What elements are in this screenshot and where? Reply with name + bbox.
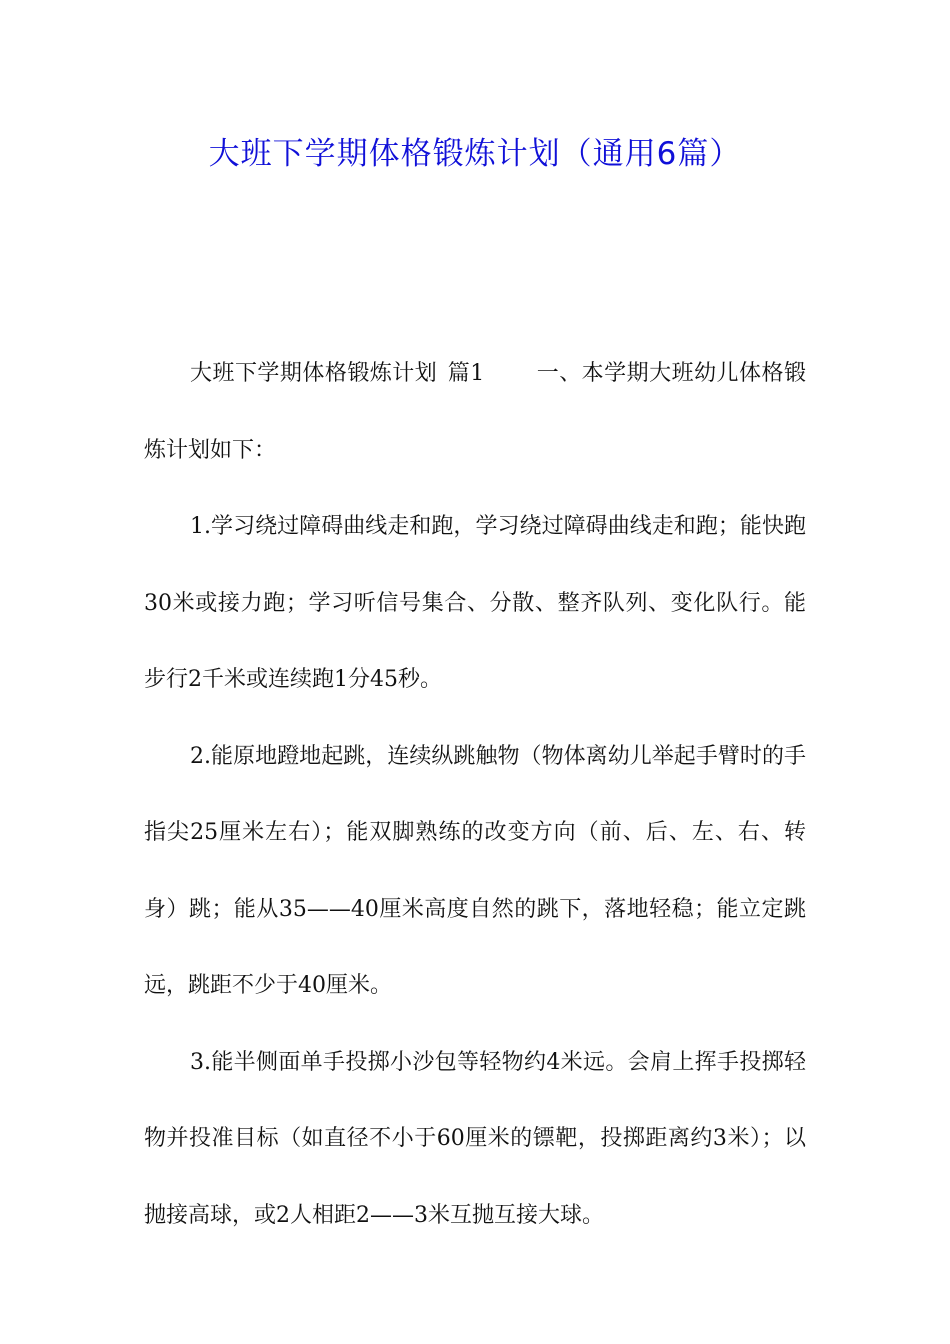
intro-heading: 大班下学期体格锻炼计划	[190, 361, 438, 386]
document-title: 大班下学期体格锻炼计划（通用6篇）	[208, 136, 742, 172]
intro-part-label: 篇1	[447, 361, 485, 386]
paragraph-2: 2.能原地蹬地起跳，连续纵跳触物（物体离幼儿举起手臂时的手指尖25厘米左右）；能双脚熟练的改变方向（前、后、左、右、转身）跳；能从35——40厘米高度自然的跳下，落地轻稳；能立定跳远，跳距不少于40厘米。	[144, 743, 806, 998]
paragraph-1: 1.学习绕过障碍曲线走和跑，学习绕过障碍曲线走和跑；能快跑30米或接力跑；学习听信号集合、分散、整齐队列、变化队行。能步行2千米或连续跑1分45秒。	[144, 514, 806, 692]
intro-paragraph	[144, 336, 806, 489]
paragraph-3: 3.能半侧面单手投掷小沙包等轻物约4米远。会肩上挥手投掷轻物并投准目标（如直径不小于60厘米的镖靶，投掷距离约3米）；以抛接高球，或2人相距2——3米互抛互接大球。	[144, 1049, 806, 1228]
intro-lead-text: 一、本学期大班幼儿体格锻炼计划如下：	[144, 361, 806, 463]
document-body	[144, 336, 806, 1254]
